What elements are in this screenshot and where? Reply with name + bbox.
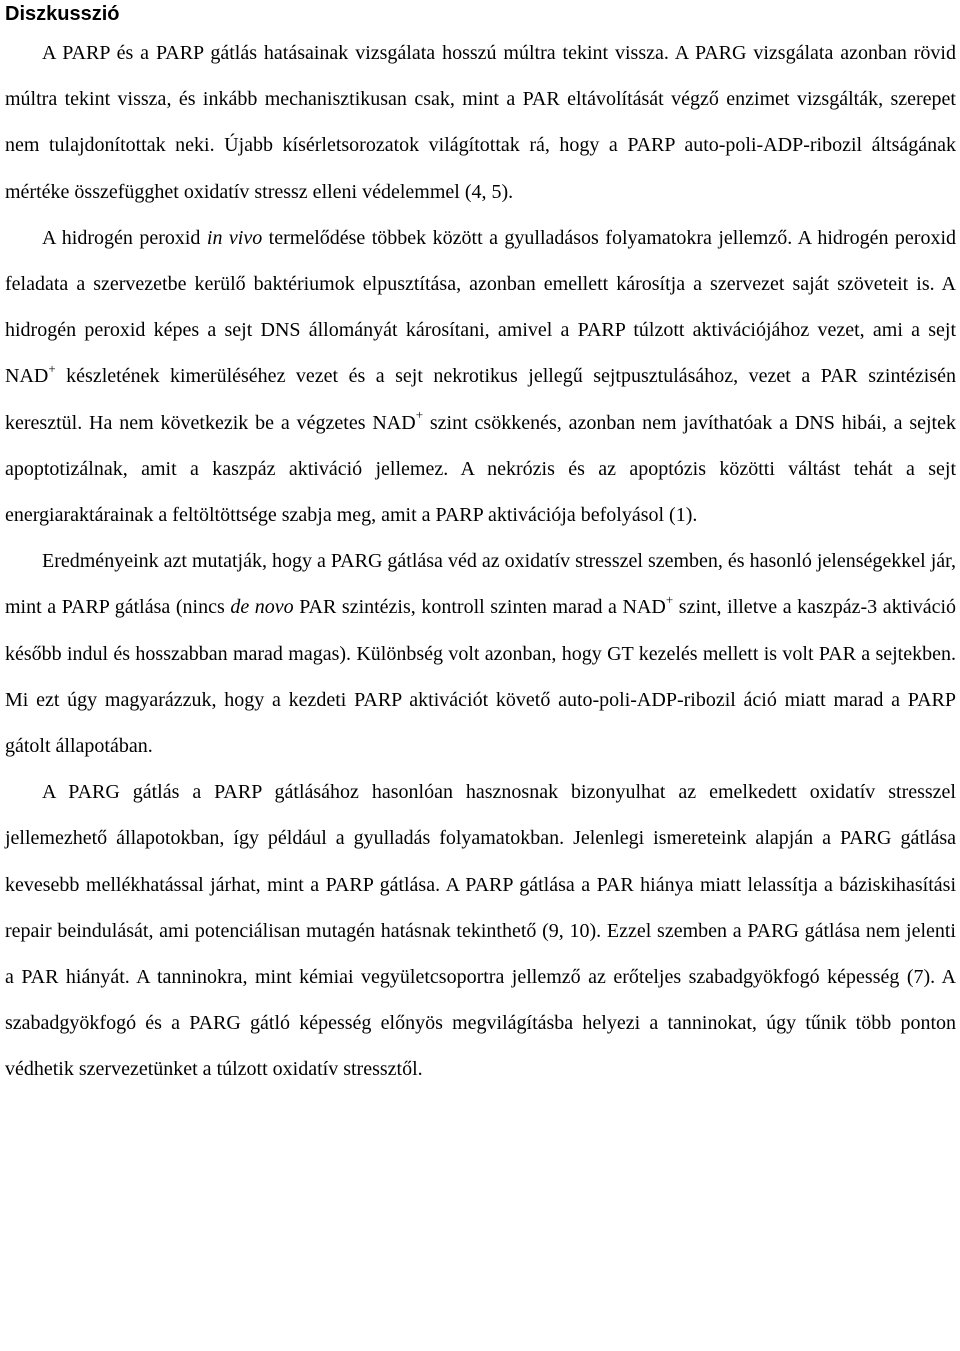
paragraph-2 bbox=[5, 215, 956, 538]
superscript-plus: + bbox=[48, 360, 56, 376]
paragraph-2-text-2: termelődése többek között a gyulladásos folyamatokra jellemző. A hidrogén peroxid feladata a szervezetbe kerülő baktériumok elpusztítása, azonban emellett károsítja a szervezet saját szöveteit is. A hidrogén peroxid képes a sejt DNS állományát károsítani, amivel a PARP túlzott aktivációjához vezet, ami a sejt NAD bbox=[5, 226, 956, 388]
paragraph-2-italic: in vivo bbox=[206, 226, 263, 249]
superscript-plus: + bbox=[665, 591, 674, 607]
paragraph-4 bbox=[5, 769, 956, 1092]
paragraph-3-italic: de novo bbox=[230, 596, 294, 619]
paragraph-4-text: A PARG gátlás a PARP gátlásához hasonlóan hasznosnak bizonyulhat az emelkedett oxidatív stresszel jellemezhető állapotokban, így például a gyulladás folyamatokban. Jelenlegi ismereteink alapján a PARG gátlása kevesebb mellékhatással járhat, mint a PARP gátlása. A PARP gátlása a PAR hiánya miatt lelassítja a báziskihasítási repair beindulását, ami potenciálisan mutagén hatásnak tekinthető (9, 10). Ezzel szemben a PARG gátlása nem jelenti a PAR hiányát. A tanninokra, mint kémiai vegyületcsoportra jellemző az erőteljes szabadgyökfogó képesség (7). A szabadgyökfogó és a PARG gátló képesség előnyös megvilágításba helyezi a tanninokat, úgy tűnik több ponton védhetik szervezetünket a túlzott oxidatív stressztől. bbox=[5, 781, 956, 1081]
paragraph-1 bbox=[5, 30, 956, 215]
paragraph-1-text: A PARP és a PARP gátlás hatásainak vizsgálata hosszú múltra tekint vissza. A PARG vizsgálata azonban rövid múltra tekint vissza, és inkább mechanisztikusan csak, mint a PAR eltávolítását végző enzimet vizsgálták, szerepet nem tulajdonítottak neki. Újabb kísérletsorozatok világítottak rá, hogy a PARP auto-poli-ADP-ribozil áltságának mértéke összefügghet oxidatív stressz elleni védelemmel (4, 5). bbox=[5, 42, 956, 203]
paragraph-3-text-3: szint, illetve a kaszpáz-3 aktiváció később indul és hosszabban marad magas). Különbség volt azonban, hogy GT kezelés mellett is volt PAR a sejtekben. Mi ezt úgy magyarázzuk, hogy a kezdeti PARP aktivációt követő auto-poli-ADP-ribozil áció miatt marad a PARP gátolt állapotában. bbox=[5, 596, 956, 758]
paragraph-2-text-1: A hidrogén peroxid bbox=[42, 226, 207, 249]
superscript-plus: + bbox=[415, 406, 424, 422]
paragraph-3-text-2: PAR szintézis, kontroll szinten marad a NAD bbox=[293, 596, 666, 619]
paragraph-3-text-1: Eredményeink azt mutatják, hogy a PARG gátlása véd az oxidatív stresszel szemben, és hasonló jelenségekkel jár, mint a PARP gátlása (nincs bbox=[5, 550, 956, 619]
paragraph-3 bbox=[5, 538, 956, 769]
section-heading: Diszkusszió bbox=[5, 3, 120, 25]
paragraph-2-text-4: szint csökkenés, azonban nem javíthatóak a DNS hibái, a sejtek apoptotizálnak, amit a kaszpáz aktiváció jellemez. A nekrózis és az apoptózis közötti váltást tehát a sejt energiaraktárainak a feltöltöttsége szabja meg, amit a PARP aktivációja befolyásol (1). bbox=[5, 411, 956, 527]
paragraph-2-text-3: készletének kimerüléséhez vezet és a sejt nekrotikus jellegű sejtpusztulásához, vezet a PAR szintézisén keresztül. Ha nem következik be a végzetes NAD bbox=[5, 365, 956, 434]
